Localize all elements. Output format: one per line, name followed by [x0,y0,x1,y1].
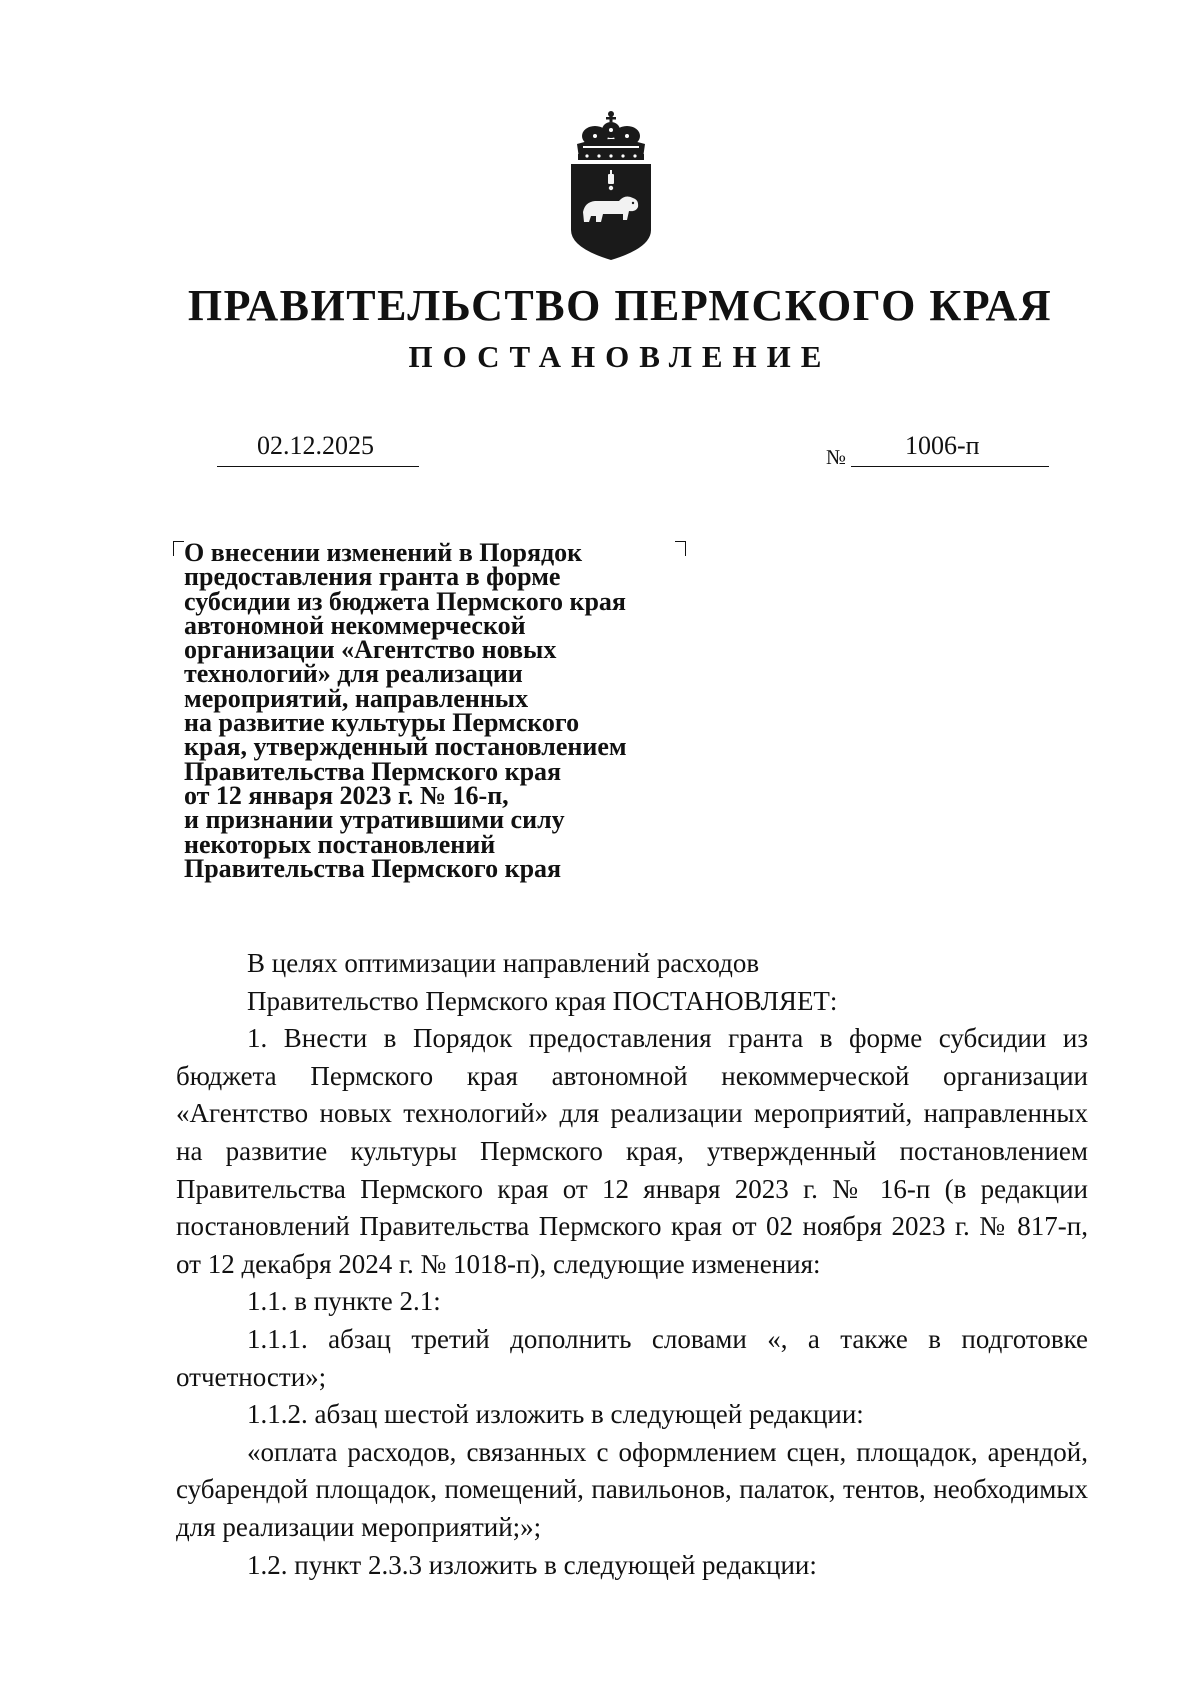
number-field [851,426,1049,467]
body-paragraph: 1.1. в пункте 2.1: [247,1286,441,1317]
date-field [217,426,419,467]
body-paragraph: 1. Внести в Порядок предоставления гранта в форме субсидии из бюджета Пермского края автономной некоммерческой организации «Агентство новых технологий» для реализации мероприятий, направленных на развитие культуры Пермского края, утвержденный постановлением Правительства Пермского края от 12 января 2023 г. № 16-п (в редакции постановлений Правительства Пермского края от 02 ноября 2023 г. № 817-п, от 12 декабря 2024 г. № 1018-п), следующие изменения: [176,1023,1088,1279]
document-type-heading: ПОСТАНОВЛЕНИЕ [408,339,832,374]
subject-bracket-left [173,541,184,556]
body-paragraph: «оплата расходов, связанных с оформлением сцен, площадок, арендой, субарендой площадок, помещений, павильонов, палаток, тентов, необходимых для реализации мероприятий;»; [176,1436,1088,1542]
document-date: 02.12.2025 [257,431,374,460]
subject-line: организации «Агентство новых [184,635,557,665]
subject-line: на развитие культуры Пермского [184,708,580,738]
subject-line: предоставления гранта в форме [184,562,561,592]
subject-line: субсидии из бюджета Пермского края [184,586,626,616]
subject-heading [184,538,684,883]
subject-line: технологий» для реализации [184,659,523,689]
subject-line: и признании утратившими силу [184,805,565,835]
coat-of-arms-emblem [563,108,659,262]
body-paragraph: 1.1.2. абзац шестой изложить в следующей редакции: [247,1399,864,1430]
government-title: ПРАВИТЕЛЬСТВО ПЕРМСКОГО КРАЯ [187,281,1053,330]
subject-line: от 12 января 2023 г. № 16-п, [184,780,509,810]
number-sign: № [826,445,847,469]
subject-line: автономной некоммерческой [184,610,526,640]
body-paragraph: В целях оптимизации направлений расходов [247,948,760,978]
body-paragraph: 1.2. пункт 2.3.3 изложить в следующей редакции: [247,1549,817,1580]
subject-line: некоторых постановлений [184,829,496,859]
subject-line: О внесении изменений в Порядок [184,538,583,567]
subject-line: мероприятий, направленных [184,683,529,713]
subject-line: Правительства Пермского края [184,756,562,786]
document-body [176,945,1088,1584]
body-paragraph: Правительство Пермского края ПОСТАНОВЛЯЕТ: [247,985,838,1016]
document-number: 1006-п [905,431,980,460]
subject-line: Правительства Пермского края [184,853,562,883]
body-paragraph: 1.1.1. абзац третий дополнить словами «, а также в подготовке отчетности»; [176,1323,1088,1392]
subject-line: края, утвержденный постановлением [184,732,627,762]
